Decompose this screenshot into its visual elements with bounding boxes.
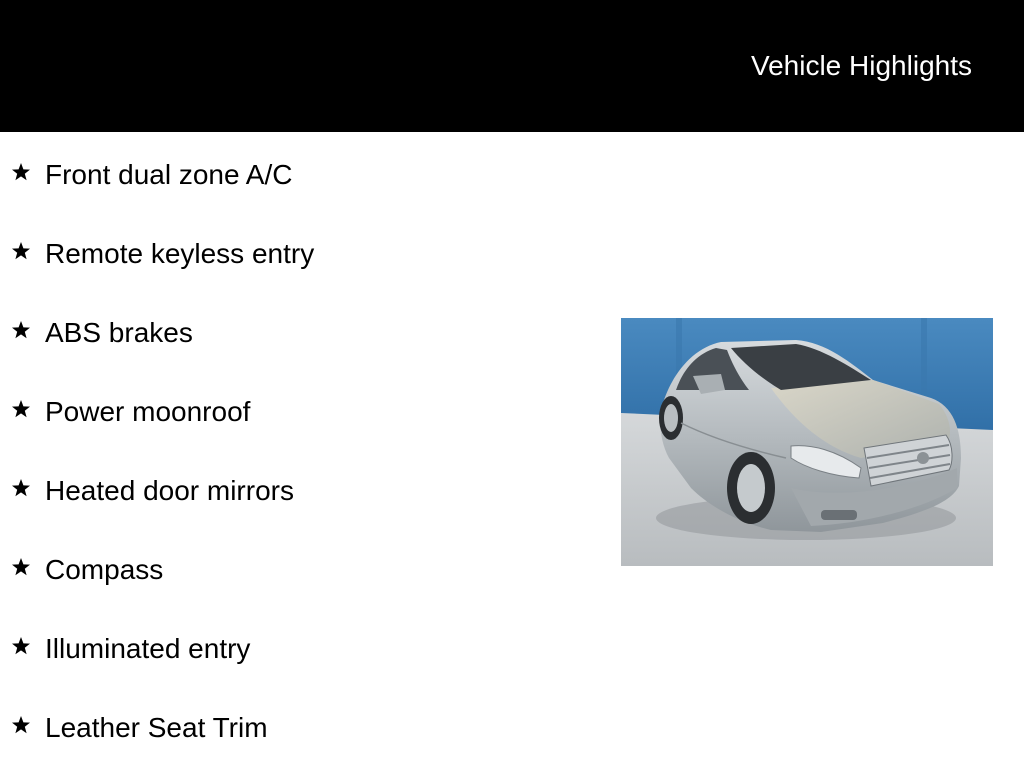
star-icon (11, 478, 31, 498)
star-icon (11, 557, 31, 577)
feature-label: Remote keyless entry (45, 238, 315, 269)
feature-item (0, 152, 600, 192)
feature-item (0, 231, 600, 271)
star-icon (11, 399, 31, 419)
feature-label: Power moonroof (45, 396, 251, 427)
feature-label: Leather Seat Trim (45, 712, 268, 743)
feature-label: Illuminated entry (45, 633, 251, 664)
feature-label: Compass (45, 554, 164, 585)
feature-label: Front dual zone A/C (45, 159, 293, 190)
feature-item (0, 389, 600, 429)
star-icon (11, 636, 31, 656)
star-icon (11, 162, 31, 182)
feature-label: ABS brakes (45, 317, 193, 348)
vehicle-photo (621, 318, 993, 566)
feature-item (0, 468, 600, 508)
header-bar (0, 0, 1024, 132)
page-title: Vehicle Highlights (750, 50, 972, 81)
feature-item (0, 705, 600, 745)
car-illustration (621, 318, 993, 566)
star-icon (11, 320, 31, 340)
feature-label: Heated door mirrors (45, 475, 294, 506)
feature-item (0, 626, 600, 666)
star-icon (11, 715, 31, 735)
feature-item (0, 547, 600, 587)
feature-item (0, 310, 600, 350)
star-icon (11, 241, 31, 261)
